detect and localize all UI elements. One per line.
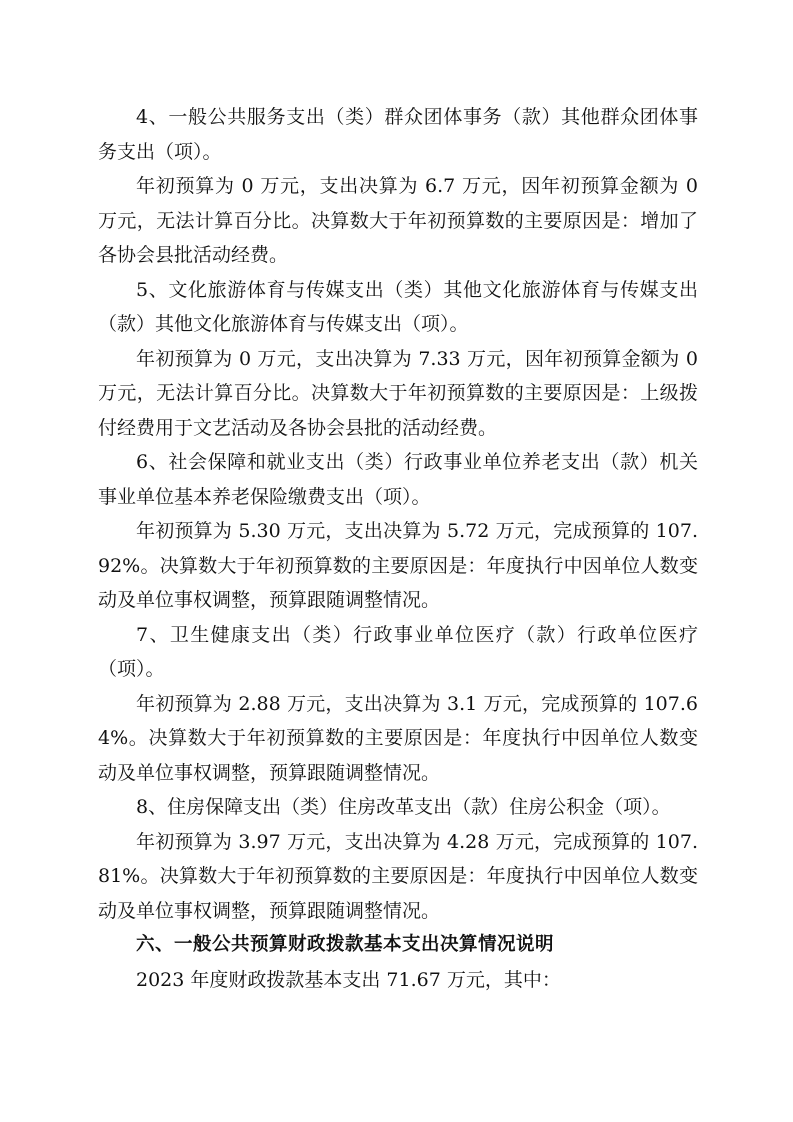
item-4-heading: 4、一般公共服务支出（类）群众团体事务（款）其他群众团体事务支出（项）。 [98, 106, 698, 163]
item-7-heading: 7、卫生健康支出（类）行政事业单位医疗（款）行政单位医疗（项）。 [98, 623, 698, 680]
document-body [98, 100, 698, 997]
item-5-heading: 5、文化旅游体育与传媒支出（类）其他文化旅游体育与传媒支出（款）其他文化旅游体育与传媒支出（项）。 [98, 278, 698, 335]
item-8-heading: 8、住房保障支出（类）住房改革支出（款）住房公积金（项）。 [136, 796, 671, 818]
item-4-detail: 年初预算为 0 万元，支出决算为 6.7 万元，因年初预算金额为 0 万元，无法计算百分比。决算数大于年初预算数的主要原因是：增加了各协会县批活动经费。 [98, 175, 698, 266]
item-5-detail: 年初预算为 0 万元，支出决算为 7.33 万元，因年初预算金额为 0 万元，无法计算百分比。决算数大于年初预算数的主要原因是：上级拨付经费用于文艺活动及各协会县批的活动经费。 [98, 347, 698, 439]
closing-line: 2023 年度财政拨款基本支出 71.67 万元，其中： [136, 968, 561, 991]
item-8-detail: 年初预算为 3.97 万元，支出决算为 4.28 万元，完成预算的 107.81%。决算数大于年初预算数的主要原因是：年度执行中因单位人数变动及单位事权调整，预算跟随调整情况。 [98, 830, 698, 922]
item-6-detail: 年初预算为 5.30 万元，支出决算为 5.72 万元，完成预算的 107.92%。决算数大于年初预算数的主要原因是：年度执行中因单位人数变动及单位事权调整，预算跟随调整情况。 [98, 520, 698, 611]
item-6-heading: 6、社会保障和就业支出（类）行政事业单位养老支出（款）机关事业单位基本养老保险缴费支出（项）。 [98, 451, 698, 508]
section-heading: 六、一般公共预算财政拨款基本支出决算情况说明 [136, 934, 555, 955]
item-7-detail: 年初预算为 2.88 万元，支出决算为 3.1 万元，完成预算的 107.64%。决算数大于年初预算数的主要原因是：年度执行中因单位人数变动及单位事权调整，预算跟随调整情况。 [98, 692, 698, 784]
